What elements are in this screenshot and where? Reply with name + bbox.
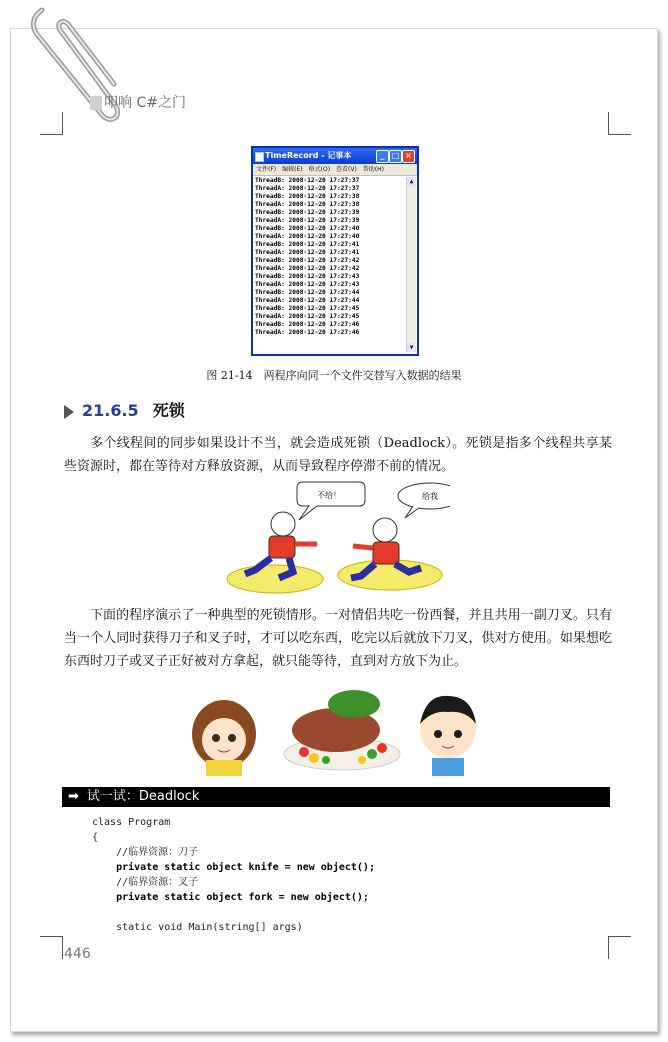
section-heading bbox=[64, 398, 185, 421]
notepad-line: ThreadB: 2008-12-20 17:27:40 bbox=[255, 225, 360, 232]
crop-mark bbox=[40, 936, 63, 959]
paragraph-deadlock-example: 下面的程序演示了一种典型的死锁情形。一对情侣共吃一份西餐，并且共用一副刀叉。只有当一个人同时获得刀子和叉子时，才可以吃东西，吃完以后就放下刀叉，供对方使用。如果想吃东西时刀子或叉子正好被对方拿起，就只能等待，直到对方放下为止。 bbox=[64, 608, 612, 669]
notepad-line: ThreadB: 2008-12-20 17:27:46 bbox=[255, 321, 360, 328]
notepad-line: ThreadA: 2008-12-20 17:27:41 bbox=[255, 249, 360, 256]
notepad-menu-item[interactable]: 帮助(H) bbox=[362, 166, 385, 173]
crop-mark bbox=[608, 936, 631, 959]
code-line bbox=[92, 905, 375, 920]
notepad-line: ThreadA: 2008-12-20 17:27:44 bbox=[255, 297, 360, 304]
notepad-line: ThreadA: 2008-12-20 17:27:40 bbox=[255, 233, 360, 240]
code-line: private static object knife = new object(); bbox=[92, 862, 375, 873]
code-line: { bbox=[92, 832, 99, 843]
notepad-menu-item[interactable]: 格式(O) bbox=[308, 166, 331, 173]
notepad-line: ThreadA: 2008-12-20 17:27:42 bbox=[255, 265, 360, 272]
notepad-line: ThreadA: 2008-12-20 17:27:43 bbox=[255, 281, 360, 288]
header-text: 叩响 C#之门 bbox=[104, 95, 186, 111]
notepad-line: ThreadA: 2008-12-20 17:27:46 bbox=[255, 329, 360, 336]
close-icon[interactable]: × bbox=[402, 150, 415, 163]
notepad-line: ThreadA: 2008-12-20 17:27:39 bbox=[255, 217, 360, 224]
try-it-label: 试一试：Deadlock bbox=[86, 789, 200, 804]
try-it-bar bbox=[62, 787, 610, 807]
figure-caption: 图 21-14 两程序向同一个文件交替写入数据的结果 bbox=[206, 369, 462, 382]
page-number: 446 bbox=[64, 946, 91, 962]
crop-mark bbox=[608, 112, 631, 135]
bubble-left-text: 不给！ bbox=[317, 491, 341, 500]
notepad-line: ThreadB: 2008-12-20 17:27:43 bbox=[255, 273, 360, 280]
notepad-text bbox=[255, 177, 406, 352]
notepad-line: ThreadB: 2008-12-20 17:27:44 bbox=[255, 289, 360, 296]
scroll-up-icon[interactable]: ▲ bbox=[407, 177, 416, 186]
notepad-line: ThreadB: 2008-12-20 17:27:42 bbox=[255, 257, 360, 264]
notepad-line: ThreadB: 2008-12-20 17:27:37 bbox=[255, 177, 360, 184]
paragraph-deadlock-intro: 多个线程间的同步如果设计不当，就会造成死锁（Deadlock）。死锁是指多个线程共享某些资源时，都在等待对方释放资源，从而导致程序停滞不前的情况。 bbox=[64, 436, 612, 474]
notepad-menu-item[interactable]: 文件(F) bbox=[256, 166, 277, 173]
arrow-right-icon: ➡ bbox=[68, 789, 79, 804]
notepad-titlebar bbox=[253, 148, 417, 164]
notepad-line: ThreadB: 2008-12-20 17:27:41 bbox=[255, 241, 360, 248]
section-number: 21.6.5 bbox=[82, 401, 139, 420]
notepad-menu-item[interactable]: 查看(V) bbox=[336, 166, 357, 173]
code-line: class Program bbox=[92, 817, 171, 828]
code-line: //临界资源：刀子 bbox=[92, 847, 199, 858]
minimize-icon[interactable]: _ bbox=[376, 150, 389, 163]
code-line: static void Main(string[] args) bbox=[92, 922, 303, 933]
notepad-scrollbar[interactable] bbox=[406, 177, 416, 352]
maximize-icon[interactable]: □ bbox=[389, 150, 402, 163]
code-block bbox=[92, 815, 375, 935]
code-line: private static object fork = new object(); bbox=[92, 892, 369, 903]
notepad-icon bbox=[255, 152, 264, 162]
bubble-right-text: 给我 bbox=[422, 492, 438, 501]
code-line: //临界资源：叉子 bbox=[92, 877, 199, 888]
notepad-line: ThreadA: 2008-12-20 17:27:38 bbox=[255, 201, 360, 208]
notepad-window bbox=[251, 146, 419, 356]
couple-dinner-illustration bbox=[186, 680, 486, 778]
running-header bbox=[90, 92, 186, 112]
tug-of-war-illustration bbox=[225, 478, 450, 598]
notepad-line: ThreadA: 2008-12-20 17:27:45 bbox=[255, 313, 360, 320]
scroll-down-icon[interactable]: ▼ bbox=[407, 343, 416, 352]
notepad-menu-item[interactable]: 编辑(E) bbox=[282, 166, 303, 173]
notepad-line: ThreadB: 2008-12-20 17:27:38 bbox=[255, 193, 360, 200]
notepad-line: ThreadB: 2008-12-20 17:27:39 bbox=[255, 209, 360, 216]
section-title: 死锁 bbox=[152, 401, 185, 420]
triangle-icon bbox=[64, 405, 74, 419]
notepad-line: ThreadB: 2008-12-20 17:27:45 bbox=[255, 305, 360, 312]
notepad-menubar bbox=[253, 164, 417, 176]
header-block-icon bbox=[90, 96, 102, 110]
notepad-line: ThreadA: 2008-12-20 17:27:37 bbox=[255, 185, 360, 192]
notepad-title: TimeRecord - 记事本 bbox=[265, 151, 352, 160]
crop-mark bbox=[40, 112, 63, 135]
